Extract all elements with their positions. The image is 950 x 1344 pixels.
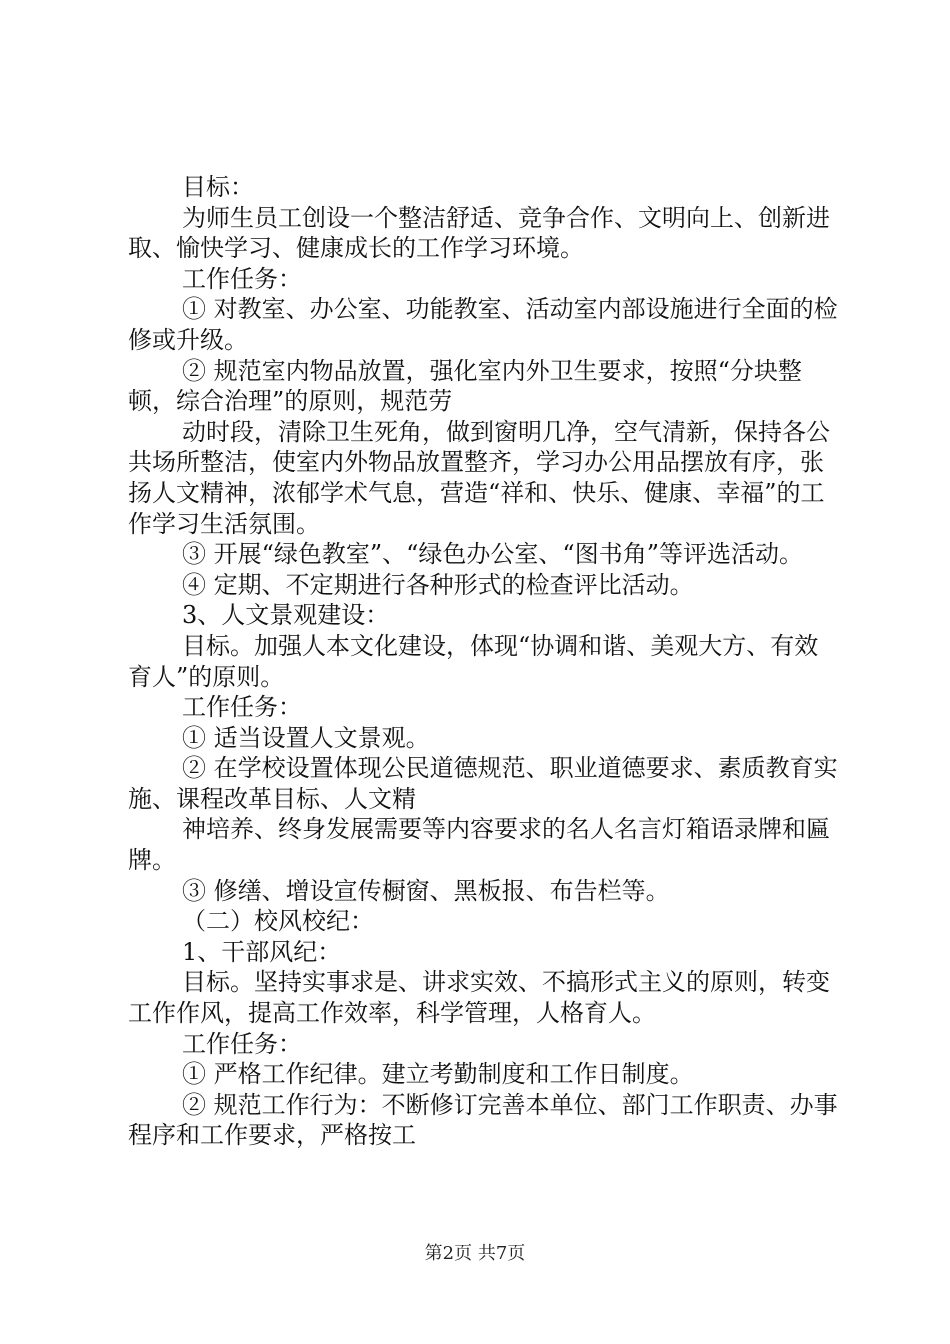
section-heading: 1、干部风纪： bbox=[182, 937, 342, 966]
document-body bbox=[128, 172, 838, 1151]
section-heading: （二）校风校纪： bbox=[182, 907, 374, 936]
paragraph: ① 适当设置人文景观。 bbox=[182, 723, 430, 752]
section-heading: 3、人文景观建设： bbox=[182, 601, 390, 630]
paragraph: 为师生员工创设一个整洁舒适、竞争合作、文明向上、创新进取、愉快学习、健康成长的工作学习环境。 bbox=[128, 203, 830, 263]
paragraph: ③ 修缮、增设宣传橱窗、黑板报、布告栏等。 bbox=[182, 876, 670, 905]
paragraph: 目标。加强人本文化建设，体现“协调和谐、美观大方、有效育人”的原则。 bbox=[128, 631, 819, 691]
paragraph: ④ 定期、不定期进行各种形式的检查评比活动。 bbox=[182, 570, 694, 599]
page-footer bbox=[0, 1243, 950, 1265]
paragraph: 神培养、终身发展需要等内容要求的名人名言灯箱语录牌和匾牌。 bbox=[128, 815, 830, 875]
paragraph: 工作任务： bbox=[182, 693, 302, 722]
paragraph: 动时段，清除卫生死角，做到窗明几净，空气清新，保持各公共场所整洁，使室内外物品放置整齐，学习办公用品摆放有序，张扬人文精神，浓郁学术气息，营造“祥和、快乐、健康、幸福”的工作学习生活氛围。 bbox=[128, 417, 830, 538]
paragraph: ③ 开展“绿色教室”、“绿色办公室、“图书角”等评选活动。 bbox=[182, 540, 803, 569]
paragraph: 工作任务： bbox=[182, 1029, 302, 1058]
paragraph: 工作任务： bbox=[182, 264, 302, 293]
paragraph: ② 规范室内物品放置，强化室内外卫生要求，按照“分块整顿，综合治理”的原则，规范劳 bbox=[128, 356, 802, 416]
paragraph: ① 严格工作纪律。建立考勤制度和工作日制度。 bbox=[182, 1060, 694, 1089]
paragraph: ② 在学校设置体现公民道德规范、职业道德要求、素质教育实施、课程改革目标、人文精 bbox=[128, 754, 838, 813]
page-number: 第2页 共7页 bbox=[424, 1243, 526, 1264]
paragraph: ② 规范工作行为：不断修订完善本单位、部门工作职责、办事程序和工作要求，严格按工 bbox=[128, 1090, 838, 1150]
paragraph: 目标。坚持实事求是、讲求实效、不搞形式主义的原则，转变工作作风，提高工作效率，科学管理，人格育人。 bbox=[128, 968, 830, 1028]
paragraph: ① 对教室、办公室、功能教室、活动室内部设施进行全面的检修或升级。 bbox=[128, 295, 838, 354]
paragraph: 目标： bbox=[182, 173, 254, 201]
